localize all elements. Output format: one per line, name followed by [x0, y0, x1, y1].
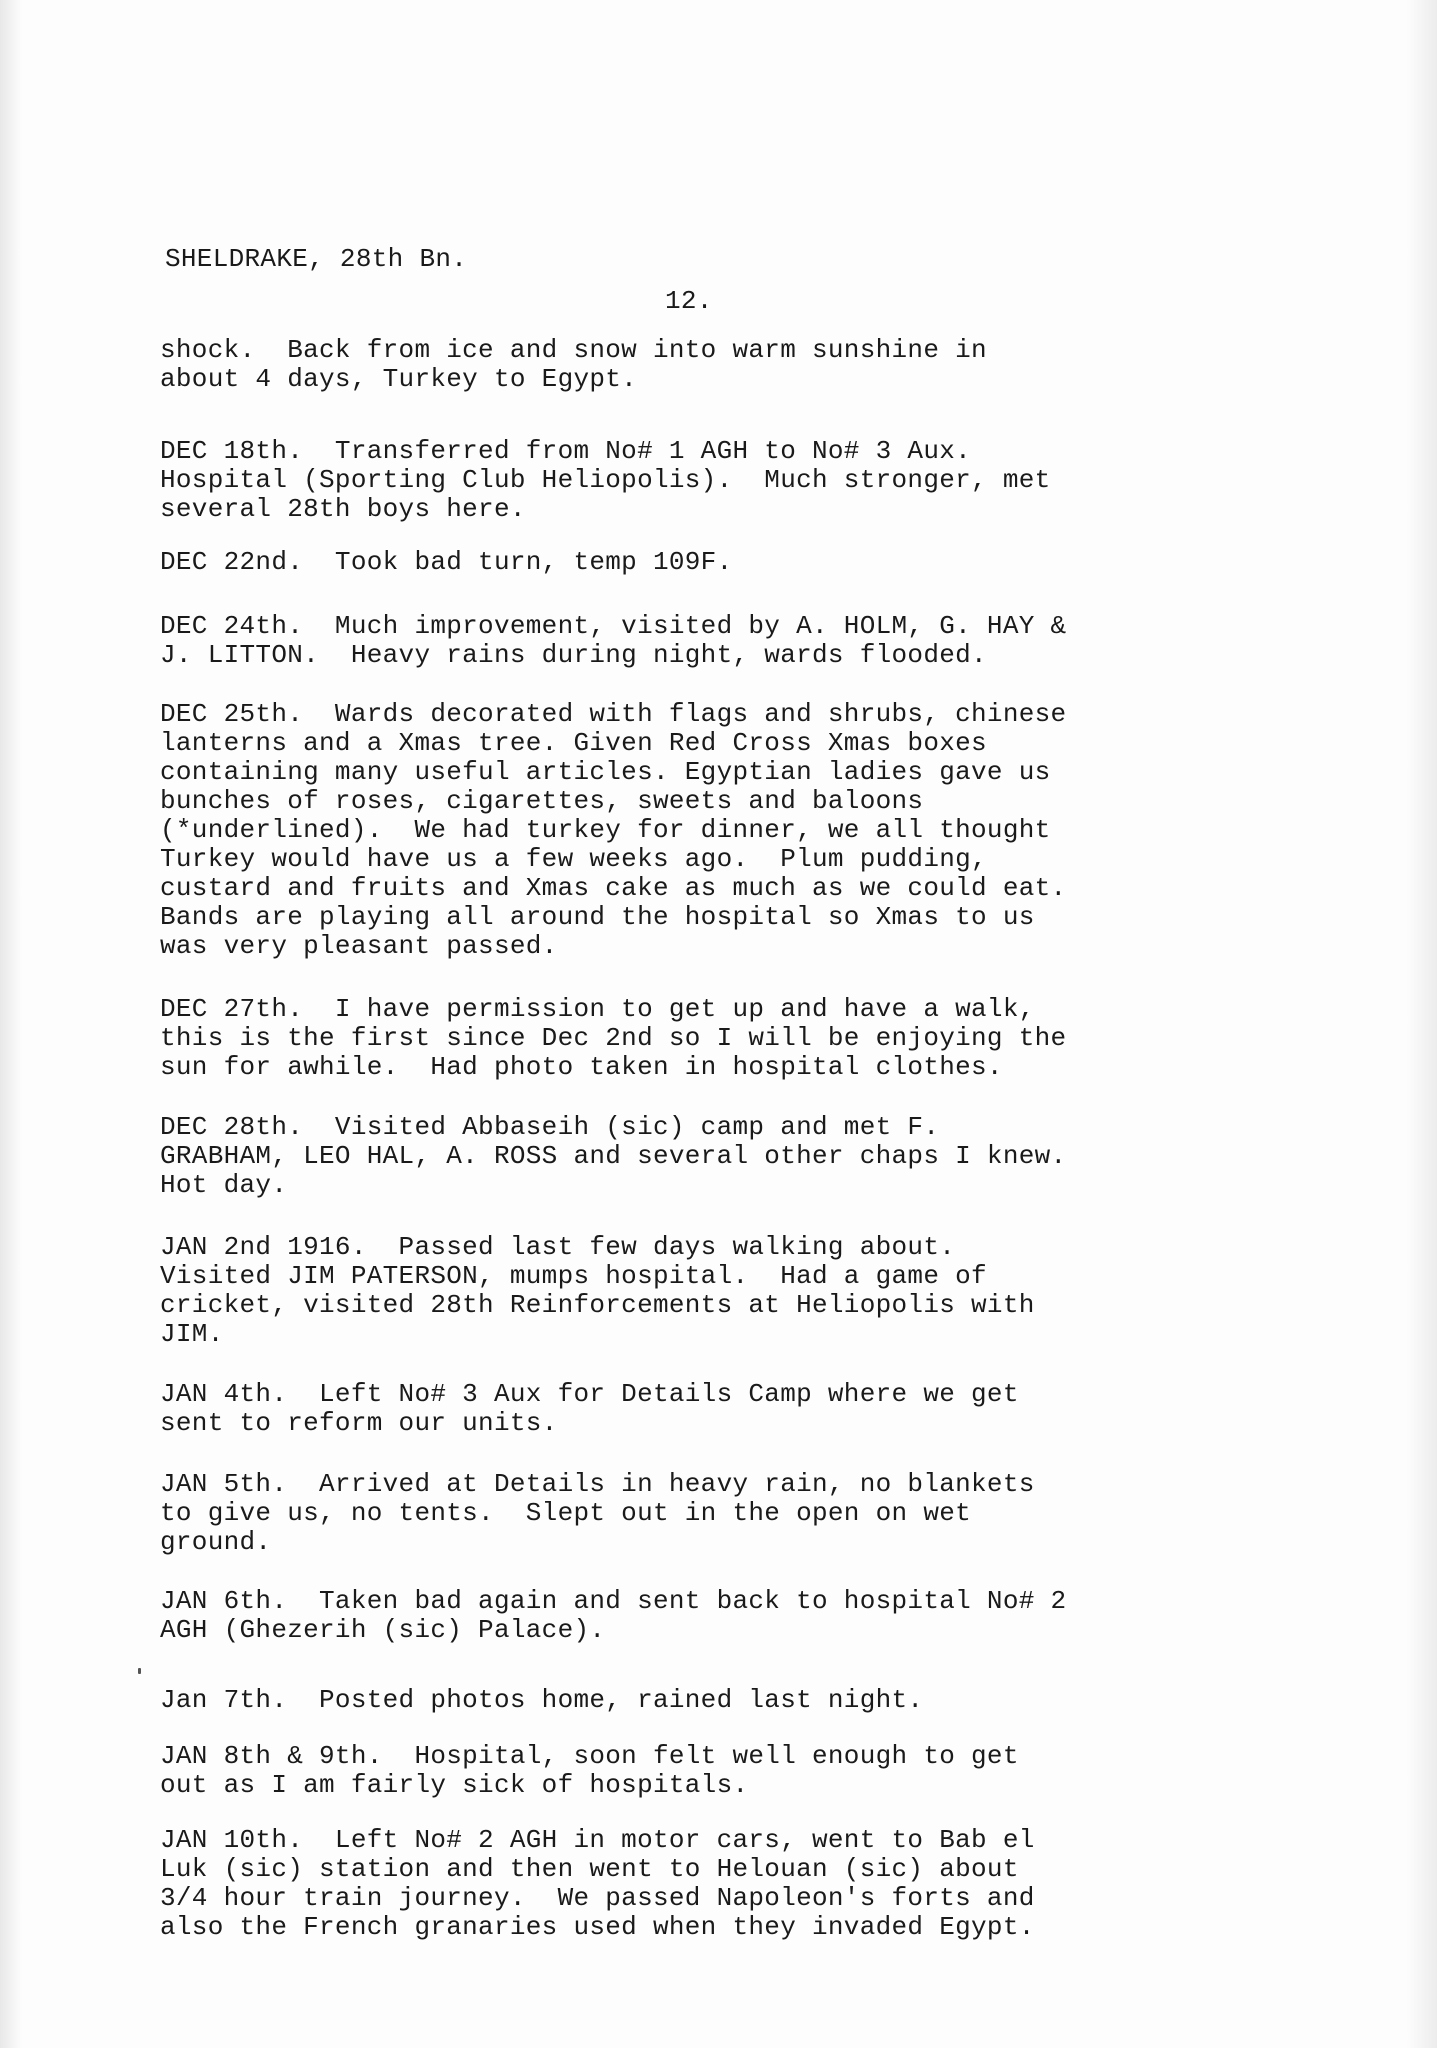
entry-line: JAN 8th & 9th. Hospital, soon felt well enough to get [160, 1741, 1019, 1771]
entry-line: JAN 10th. Left No# 2 AGH in motor cars, went to Bab el [160, 1825, 1035, 1855]
entry-line: AGH (Ghezerih (sic) Palace). [160, 1615, 606, 1645]
entry-line: out as I am fairly sick of hospitals. [160, 1770, 749, 1800]
diary-entry [160, 612, 1240, 670]
entry-line: custard and fruits and Xmas cake as much as we could eat. [160, 873, 1067, 903]
entry-line: containing many useful articles. Egyptian ladies gave us [160, 757, 1051, 787]
entry-line: Bands are playing all around the hospital so Xmas to us [160, 902, 1035, 932]
entry-line: DEC 25th. Wards decorated with flags and shrubs, chinese [160, 699, 1067, 729]
entry-line: was very pleasant passed. [160, 931, 558, 961]
diary-entry [160, 1686, 1240, 1715]
stray-ink-mark [138, 1668, 141, 1674]
entry-line: sent to reform our units. [160, 1408, 558, 1438]
entry-line: Jan 7th. Posted photos home, rained last night. [160, 1685, 924, 1715]
entry-line: to give us, no tents. Slept out in the open on wet [160, 1498, 972, 1528]
entry-line: JAN 6th. Taken bad again and sent back to hospital No# 2 [160, 1586, 1067, 1616]
entry-line: also the French granaries used when they invaded Egypt. [160, 1912, 1035, 1942]
diary-entry [160, 1233, 1240, 1349]
diary-entry [160, 700, 1240, 961]
scan-edge-right [1407, 0, 1437, 2048]
diary-entry [160, 437, 1240, 524]
entry-line: (*underlined). We had turkey for dinner, we all thought [160, 815, 1051, 845]
diary-entry [160, 1587, 1240, 1645]
entry-line: DEC 24th. Much improvement, visited by A. HOLM, G. HAY & [160, 611, 1067, 641]
entry-line: JAN 5th. Arrived at Details in heavy rain, no blankets [160, 1469, 1035, 1499]
entry-line: shock. Back from ice and snow into warm sunshine in [160, 335, 987, 365]
entry-line: JAN 4th. Left No# 3 Aux for Details Camp where we get [160, 1379, 1019, 1409]
entry-line: JIM. [160, 1319, 224, 1349]
entry-line: DEC 27th. I have permission to get up and have a walk, [160, 994, 1035, 1024]
entry-line: about 4 days, Turkey to Egypt. [160, 364, 638, 394]
diary-entry [160, 995, 1240, 1082]
entry-line: Hospital (Sporting Club Heliopolis). Much stronger, met [160, 465, 1051, 495]
entry-line: DEC 18th. Transferred from No# 1 AGH to No# 3 Aux. [160, 436, 972, 466]
entry-line: Luk (sic) station and then went to Helouan (sic) about [160, 1854, 1019, 1884]
entry-line: DEC 22nd. Took bad turn, temp 109F. [160, 547, 733, 577]
entry-line: several 28th boys here. [160, 494, 526, 524]
entry-line: 3/4 hour train journey. We passed Napoleon's forts and [160, 1883, 1035, 1913]
diary-entry [160, 1380, 1240, 1438]
diary-entry [160, 1113, 1240, 1200]
entry-line: DEC 28th. Visited Abbaseih (sic) camp and met F. [160, 1112, 940, 1142]
diary-entry [160, 1742, 1240, 1800]
diary-entry [160, 336, 1240, 394]
entry-line: bunches of roses, cigarettes, sweets and baloons [160, 786, 924, 816]
entry-line: lanterns and a Xmas tree. Given Red Cross Xmas boxes [160, 728, 987, 758]
diary-entry [160, 1826, 1240, 1942]
entry-line: this is the first since Dec 2nd so I will be enjoying the [160, 1023, 1067, 1053]
entry-line: sun for awhile. Had photo taken in hospital clothes. [160, 1052, 1003, 1082]
document-header: SHELDRAKE, 28th Bn. [165, 244, 468, 274]
page-number: 12. [665, 286, 713, 316]
entry-line: Hot day. [160, 1170, 288, 1200]
entry-line: cricket, visited 28th Reinforcements at Heliopolis with [160, 1290, 1035, 1320]
scan-edge-left [0, 0, 22, 2048]
entry-line: JAN 2nd 1916. Passed last few days walking about. [160, 1232, 956, 1262]
entry-line: Visited JIM PATERSON, mumps hospital. Had a game of [160, 1261, 987, 1291]
diary-entry [160, 1470, 1240, 1557]
entry-line: GRABHAM, LEO HAL, A. ROSS and several other chaps I knew. [160, 1141, 1067, 1171]
entry-line: J. LITTON. Heavy rains during night, wards flooded. [160, 640, 987, 670]
entry-line: ground. [160, 1527, 272, 1557]
diary-entry [160, 548, 1240, 577]
entry-line: Turkey would have us a few weeks ago. Plum pudding, [160, 844, 987, 874]
